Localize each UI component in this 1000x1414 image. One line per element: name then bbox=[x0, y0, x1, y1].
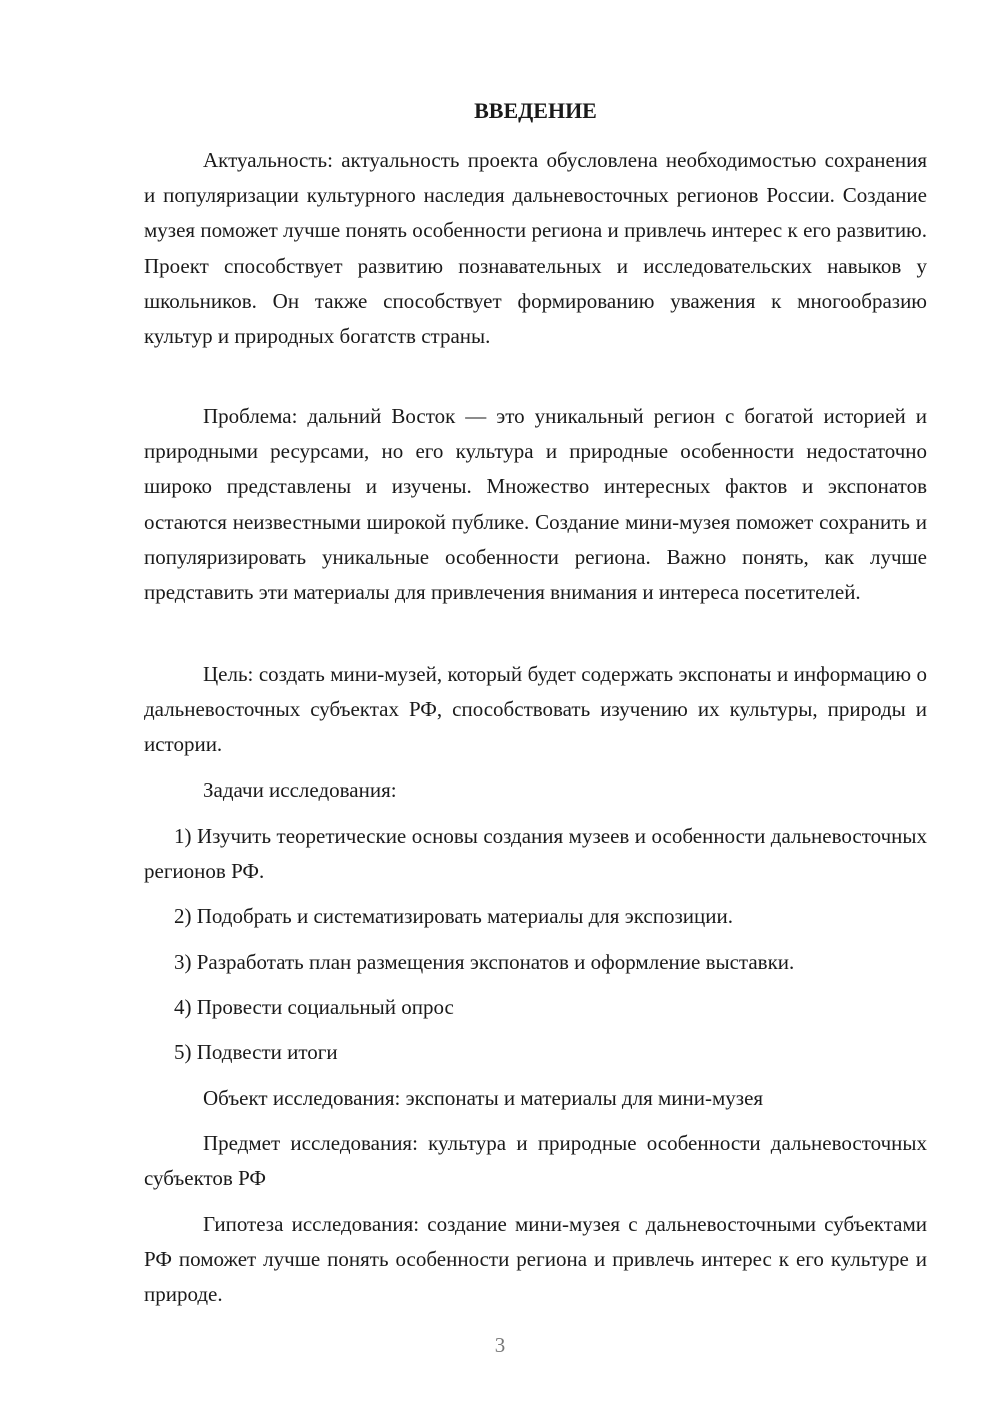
hypothesis-paragraph: Гипотеза исследования: создание мини-музея с дальневосточными субъектами РФ поможет лучше понять особенности региона и привлечь интерес к его культуре и природе. bbox=[144, 1212, 927, 1307]
object-paragraph: Объект исследования: экспонаты и материалы для мини-музея bbox=[203, 1086, 764, 1110]
problem-paragraph: Проблема: дальний Восток — это уникальный регион с богатой историей и природными ресурсами, но его культура и природные особенности недостаточно широко представлены и изучены. Множество интересных фактов и экспонатов остаются неизвестными широкой публике. Создание мини-музея поможет сохранить и популяризировать уникальные особенности региона. Важно понять, как лучше представить эти материалы для привлечения внимания и интереса посетителей. bbox=[144, 404, 927, 605]
subject-paragraph: Предмет исследования: культура и природные особенности дальневосточных субъектов РФ bbox=[144, 1131, 927, 1191]
task-item: 2) Подобрать и систематизировать материалы для экспозиции. bbox=[174, 904, 733, 928]
section-heading: ВВЕДЕНИЕ bbox=[474, 98, 597, 123]
goal-paragraph: Цель: создать мини-музей, который будет содержать экспонаты и информацию о дальневосточных субъектах РФ, способствовать изучению их культуры, природы и истории. bbox=[144, 662, 927, 757]
relevance-paragraph: Актуальность: актуальность проекта обусловлена необходимостью сохранения и популяризации культурного наследия дальневосточных регионов России. Создание музея поможет лучше понять особенности региона и привлечь интерес к его развитию. Проект способствует развитию познавательных и исследовательских навыков у школьников. Он также способствует формированию уважения к многообразию культур и природных богатств страны. bbox=[144, 148, 927, 349]
task-item: 5) Подвести итоги bbox=[174, 1040, 338, 1064]
task-item: 1) Изучить теоретические основы создания музеев и особенности дальневосточных регионов РФ. bbox=[144, 824, 927, 884]
tasks-intro: Задачи исследования: bbox=[203, 778, 397, 802]
page-number: 3 bbox=[494, 1333, 506, 1357]
task-item: 4) Провести социальный опрос bbox=[174, 995, 454, 1019]
task-item: 3) Разработать план размещения экспонатов и оформление выставки. bbox=[174, 950, 795, 974]
